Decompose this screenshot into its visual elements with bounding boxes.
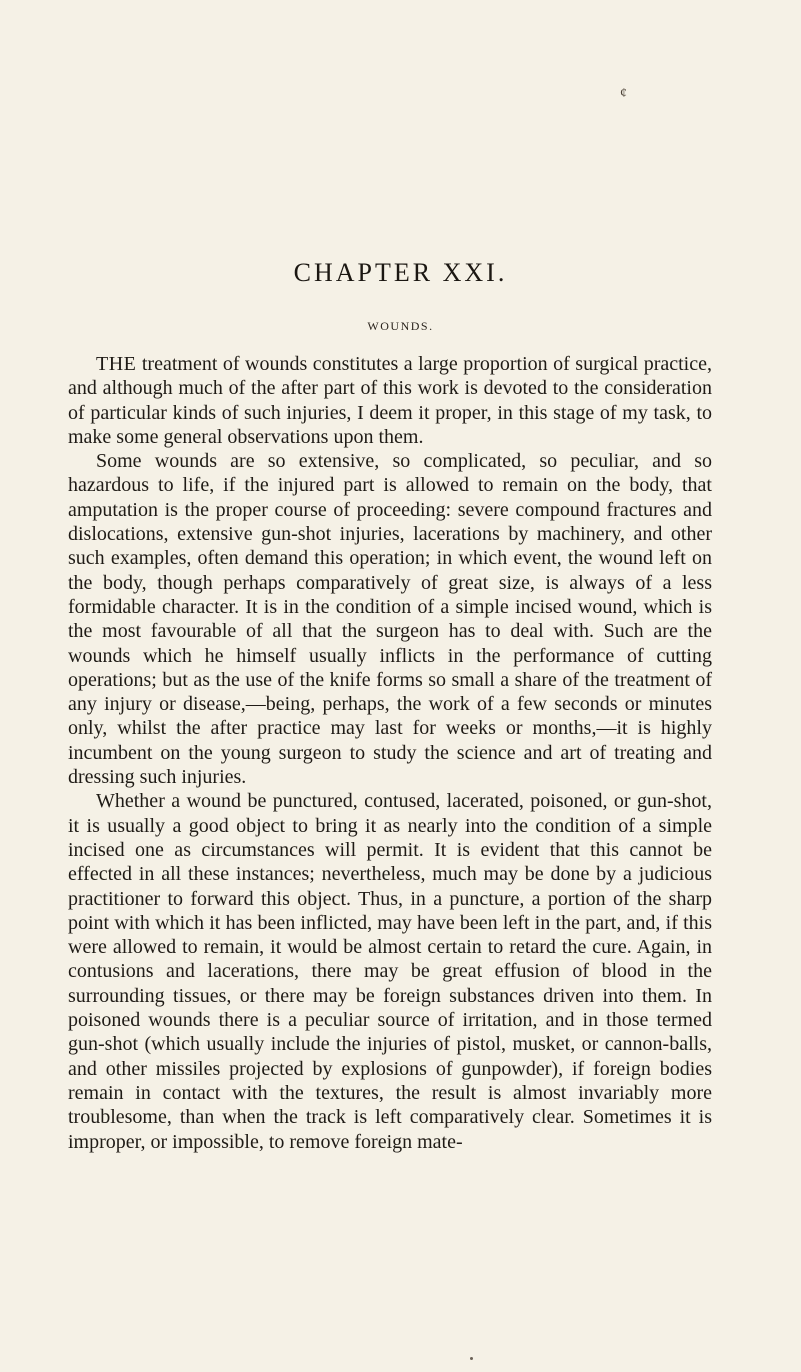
paragraph-text: Some wounds are so extensive, so complicated, so peculiar, and so hazardous to life, if the injured part is allowed to remain on the body, that amputation is the proper course of proceeding: severe compound fractures and dislocations, extensive gun-shot injuries, lacerations by machinery, and other such examples, often demand this operation; in which event, the wound left on the body, though perhaps comparatively of great size, is always of a less formidable character. It is in the condition of a simple incised wound, which is the most favourable of all that the surgeon has to deal with. Such are the wounds which he himself usually inflicts in the performance of cutting operations; but as the use of the knife forms so small a share of the treatment of any injury or disease,—being, perhaps, the work of a few seconds or minutes only, whilst the after practice may last for weeks or months,—it is highly incumbent on the young surgeon to study the science and art of treating and dressing such injuries. [68, 450, 712, 789]
chapter-title: CHAPTER XXI. [293, 258, 508, 287]
paragraph-text: treatment of wounds constitutes a large proportion of surgical practice, and although much of the after part of this work is devoted to the consideration of particular kinds of such injuries, I deem it proper, in this stage of my task, to make some general observations upon them. [68, 353, 712, 448]
paragraph-3 [68, 789, 712, 1153]
paragraph-text: Whether a wound be punctured, contused, lacerated, poisoned, or gun-shot, it is usually a good object to bring it as nearly into the condition of a simple incised one as circumstances will permit. It is evident that this cannot be effected in all these instances; nevertheless, much may be done by a judicious practitioner to forward this object. Thus, in a puncture, a portion of the sharp point with which it has been inflicted, may have been left in the part, and, if this were allowed to remain, it would be almost certain to retard the cure. Again, in contusions and lacerations, there may be great effusion of blood in the surrounding tissues, or there may be foreign substances driven into them. In poisoned wounds there is a peculiar source of irritation, and in those termed gun-shot (which usually include the injuries of pistol, musket, or cannon-balls, and other missiles projected by explosions of gunpowder), if foreign bodies remain in contact with the textures, the result is almost invariably more troublesome, than when the track is left comparatively clear. Sometimes it is improper, or impossible, to remove foreign mate- [68, 790, 712, 1153]
paragraph-2 [68, 449, 712, 789]
print-speck [470, 1357, 473, 1360]
paragraph-1 [68, 352, 712, 449]
paragraph-lead-word: THE [96, 353, 137, 375]
section-title: WOUNDS. [367, 319, 434, 333]
margin-mark: ¢ [620, 86, 627, 101]
body-text [68, 352, 712, 1154]
